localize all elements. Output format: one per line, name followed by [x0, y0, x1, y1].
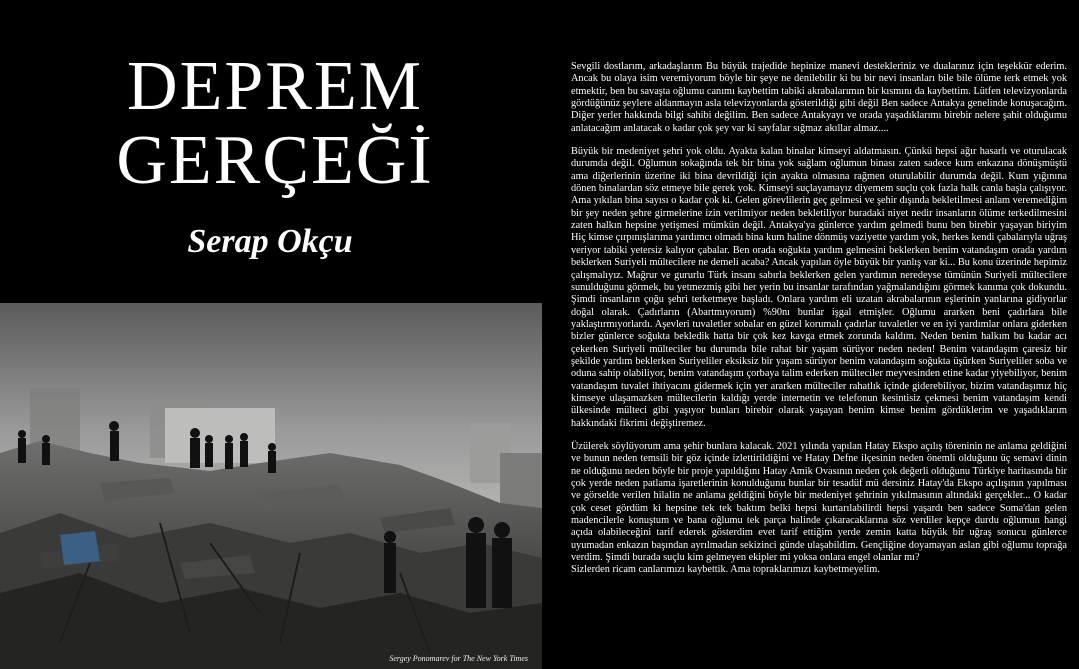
- article-body: [571, 61, 1067, 588]
- article-paragraph: Büyük bir medeniyet şehri yok oldu. Ayakta kalan binalar kimseyi aldatmasın. Çünkü hepsi ağır hasarlı ve oturulacak durumda değil. Oğlumun sokağında tek bir bina yok sağlam oğlumun binası zaten sadece kum enkazına dönüşmüştü ama diğerlerinin üzerine iki bina devrildiği için ayakta olmasına rağmen oturulabilir durumda değil. Kum yığınına dönen binalardan söz etmeye bile gerek yok. Kimseyi suçlayamayız diyemem suçlu çok fazla halk canla başla çalışıyor. Ama yıkılan bina sayısı o kadar çok ki. Gelen görevlilerin geç gelmesi ve şehir dışında bekletilmesi anlam veremediğim bir şey neden şehre girmelerine izin verilmiyor neden bekletiliyor buradaki niyet nedir insanların ölüme terkedilmesini zaten halkın hepsine yetişmesi mümkün değil. Antakya'ya günlerce yardım gelmedi bunu ben birebir yaşayan biriyim Hiç kimse çırpınışlarıma yardımcı olmadı bina kum haline dönmüş vaziyette yardım yok, herkes kendi çabalarıyla uğraş veriyor tabiki yetersiz kalıyor çabalar. Ben orada soğukta yardım gelmesini beklerken benim vatandaşım orada yardım beklerken Suriyeli mültecilere ne demeli acaba? Ancak yapılan öyle büyük bir yanlış var ki... Bu konu üzerinde hepimiz çalışmalıyız. Mağrur ve gururlu Türk insanı sabırla beklerken gelen yardımın neredeyse tümünün Suriyeli mültecilere sunulduğunu görmek, bu yetmezmiş gibi her yerin bu insanlar tarafından yağmalandığını görmek kanıma çok dokundu. Şimdi insanların çoğu şehri terketmeye başladı. Onlara yardım eli uzatan akrabalarının eşlerinin yanlarına gidiyorlar doğal olarak. Çadırların (Abartmıyorum) %90nı bunlar işgal etmişler. Oğlumu ararken beni çadırlara bile yaklaştırmıyorlardı. Aşevleri tuvaletler sobalar en güzel korumalı çadırlar tuvaletler ve en iyi yardımlar onlara giderken bizler günlerce soğukta bekledik hatta bir çok kez kavga etmek zorunda kaldım. Neden benim halkım bu kadar acı çekerken Suriyeli mülteciler bu durumda bile rahat bir yaşam sürüyor neden neden! Benim vatandaşım çaresiz bir şekilde yardım beklerken Suriyeliler eksiksiz bir yaşam sürüyor benim vatandaşım soğukta üşürken Suriyeliler soba ve oduna sahip olabiliyor, benim vatandaşım çorbaya talim ederken mülteciler meyvesinden etine kadar yiyebiliyor, benim vatandaşım tuvalet ihtiyacını gidermek için yer ararken mülteciler rahatlık içinde giderebiliyor, bizim vatandaşımız hiç kimseye ulaşamazken mültecilerin kaldığı yerde internetin ve telefonun kesintisiz çekmesi benim vatandaşım kendi ülkesinde mülteci gibi yaşıyor bunları birebir olarak yaşayan benim kimse benim gördüklerim ve yaşadıklarım hakkındaki fikrimi değiştiremez.: [571, 146, 1067, 429]
- photo-credit: Sergey Ponomarev for The New York Times: [389, 654, 528, 663]
- title-line-2: GERÇEĞİ: [116, 122, 434, 199]
- photo-illustration: [0, 303, 542, 669]
- article-paragraph: Üzülerek söylüyorum ama şehir bunlara kalacak. 2021 yılında yapılan Hatay Ekspo açılış töreninin ne anlama geldiğini ve bunun neden temsili bir göz içinde izlettirildiğini ve Hatay Defne ilçesinin neden önemli olduğunu üç semavi dinin ne olduğunu neden böyle bir proje yapıldığını Hatay Amik Ovasının neden çok değerli olduğunu Türkiye haritasında bir çok yerde neden patlama işaretlerinin konulduğunu bunlar bir tesadüf mü dersiniz Hatay'da Ekspo açılışının yapılması ve görselde verilen hilalin ne anlama geldiğini böyle bir medeniyet şehrinin yıkılmasının altındaki gerçekler... O kadar çok ceset gördüm ki hepsine tek tek baktım belki hepsi kurtarılabilirdi hepsi yaşardı ben sadece Soma'dan gelen madencilerle konuştum ve bana oğlumu tek parça halinde çıkaracaklarına söz verdiler kepçe durdu oğlumun hangi açıda olabileceğini tarif ederek gösterdim evet tarif ettiğim yerde zemin katta büyük bir uğraş sonucu günlerce uyumadan enkazın başından ayrılmadan sekizinci günde ulaşabildim. Gençliğine doyamayan aslan gibi oğlumu toprağa verdim. Şimdi burada suçlu kim gelmeyen ekipler mi yoksa onlara engel olanlar mı?: [571, 440, 1067, 564]
- article-paragraph: Sizlerden ricam canlarımızı kaybettik. Ama topraklarımızı kaybetmeyelim.: [571, 564, 880, 576]
- author-name: Serap Okçu: [187, 223, 353, 260]
- earthquake-rubble-photo: [0, 303, 542, 669]
- article-paragraph: Sevgili dostlarım, arkadaşlarım Bu büyük trajedide hepinize manevi destekleriniz ve dualarınız için teşekkür ederim. Ancak bu olaya isim veremiyorum böyle bir şeye ne denilebilir ki bu bir nevi insanları bile bile ölüme terk etmek yok etmektir, ben bu savaşta oğlumu canımı kaybettim tabiki akrabalarımın bir kısmını da kaybettim. Lütfen televizyonlarda gördüğünüz şeylere aldanmayın asla televizyonlarda gösterildiği gibi değil Ben sadece Antakya genelinde konuşacağım. Diğer yerler hakkında bilgi sahibi değilim. Ben sadece Antakyayı ve orada yaşadıklarımı birebir nelere şahit olduğumu anlatacağım anlatacak o kadar çok şey var ki sayfalar sığmaz akıllar almaz....: [571, 61, 1067, 134]
- title-line-1: DEPREM: [127, 48, 423, 125]
